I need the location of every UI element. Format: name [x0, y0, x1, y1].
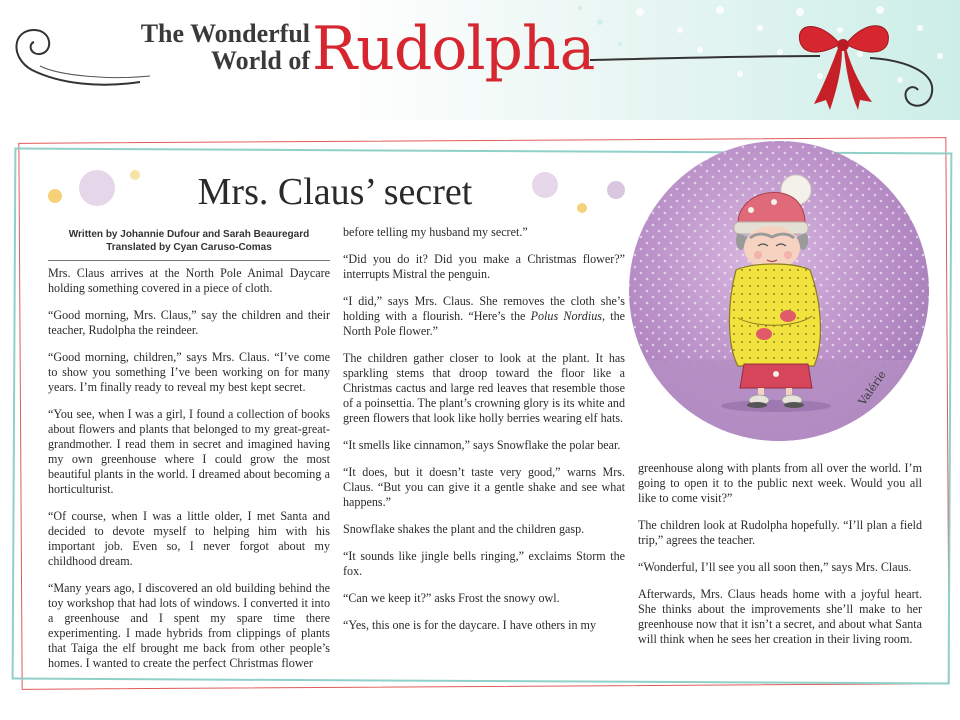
paragraph: “Good morning, children,” says Mrs. Claus. “I’ve come to show you something I’ve been working on for many years. I’m finally ready to reveal my best kept secret. — [48, 350, 330, 394]
paragraph: “Did you do it? Did you make a Christmas flower?” interrupts Mistral the penguin. — [343, 252, 625, 281]
text-span: , the North Pole flower.” — [343, 309, 625, 338]
paragraph: Mrs. Claus arrives at the North Pole Animal Daycare holding something covered in a piece of cloth. — [48, 266, 330, 295]
text-span: “I did,” says Mrs. Claus. She removes the cloth she’s holding with a flourish. “Here’s the — [343, 294, 625, 323]
plant-latin-name: Polus Nordius — [530, 309, 602, 323]
header-title-line2: World of — [211, 46, 310, 75]
paragraph: “It sounds like jingle bells ringing,” exclaims Storm the fox. — [343, 549, 625, 578]
paragraph — [343, 294, 625, 339]
paragraph: “You see, when I was a girl, I found a collection of books about flowers and plants that belonged to my great-great-grandmother. I read them in secret and imagined having my own greenhouse where I could grow the most beautiful plants in the world. I dreamed about becoming a horticulturist. — [48, 407, 330, 496]
mrs-claus-illustration — [626, 138, 932, 444]
byline-authors: Written by Johannie Dufour and Sarah Beauregard — [68, 229, 310, 240]
paragraph: “Many years ago, I discovered an old building behind the toy workshop that had lots of windows. I converted it into a greenhouse and I spent my spare time there experimenting. I made hybrids from clippings of plants that Taiga the elf brought me back from other people’s homes. I wanted to create the perfect Christmas flower — [48, 581, 330, 670]
page-header — [0, 0, 960, 120]
paragraph: “Yes, this one is for the daycare. I have others in my — [343, 618, 597, 632]
paragraph: The children look at Rudolpha hopefully. “I’ll plan a field trip,” agrees the teacher. — [638, 518, 922, 547]
paragraph: “Wonderful, I’ll see you all soon then,” says Mrs. Claus. — [638, 560, 912, 574]
illustrator-signature: Valérie — [855, 368, 889, 408]
article-column-2 — [343, 225, 625, 645]
byline-translator: Translated by Cyan Caruso-Comas — [106, 242, 272, 253]
paragraph: Afterwards, Mrs. Claus heads home with a joyful heart. She thinks about the improvements she’ll make to her greenhouse now that it isn’t a secret, and about what Santa will think when he sees her creation in their living room. — [638, 587, 922, 646]
paragraph: “It does, but it doesn’t taste very good,” warns Mrs. Claus. “But you can give it a gentle shake and see what happens.” — [343, 465, 625, 509]
article-column-3 — [638, 461, 922, 659]
article-byline — [48, 228, 330, 261]
header-title-rudolpha: Rudolpha — [312, 14, 595, 84]
paragraph: The children gather closer to look at the plant. It has sparkling stems that droop toward the floor like a Christmas cactus and large red leaves that resemble those of a poinsettia. The plant’s crowning glory is its white and green flowers that look like holly berries wearing elf hats. — [343, 351, 625, 425]
paragraph: “Can we keep it?” asks Frost the snowy owl. — [343, 591, 560, 605]
paragraph: before telling my husband my secret.” — [343, 225, 528, 239]
paragraph: “Of course, when I was a little older, I met Santa and decided to devote myself to helping him with his important job. Even so, I never forgot about my childhood dream. — [48, 509, 330, 568]
paragraph: “Good morning, Mrs. Claus,” say the children and their teacher, Rudolpha the reindeer. — [48, 308, 330, 337]
paragraph: greenhouse along with plants from all over the world. I’m going to open it to the public next week. Would you all like to come visit?” — [638, 461, 922, 505]
article-title: Mrs. Claus’ secret — [197, 171, 473, 213]
article-column-1 — [48, 266, 330, 683]
paragraph: “It smells like cinnamon,” says Snowflake the polar bear. — [343, 438, 621, 452]
header-title-small — [140, 20, 310, 74]
header-title-line1: The Wonderful — [140, 19, 310, 48]
paragraph: Snowflake shakes the plant and the children gasp. — [343, 522, 585, 536]
